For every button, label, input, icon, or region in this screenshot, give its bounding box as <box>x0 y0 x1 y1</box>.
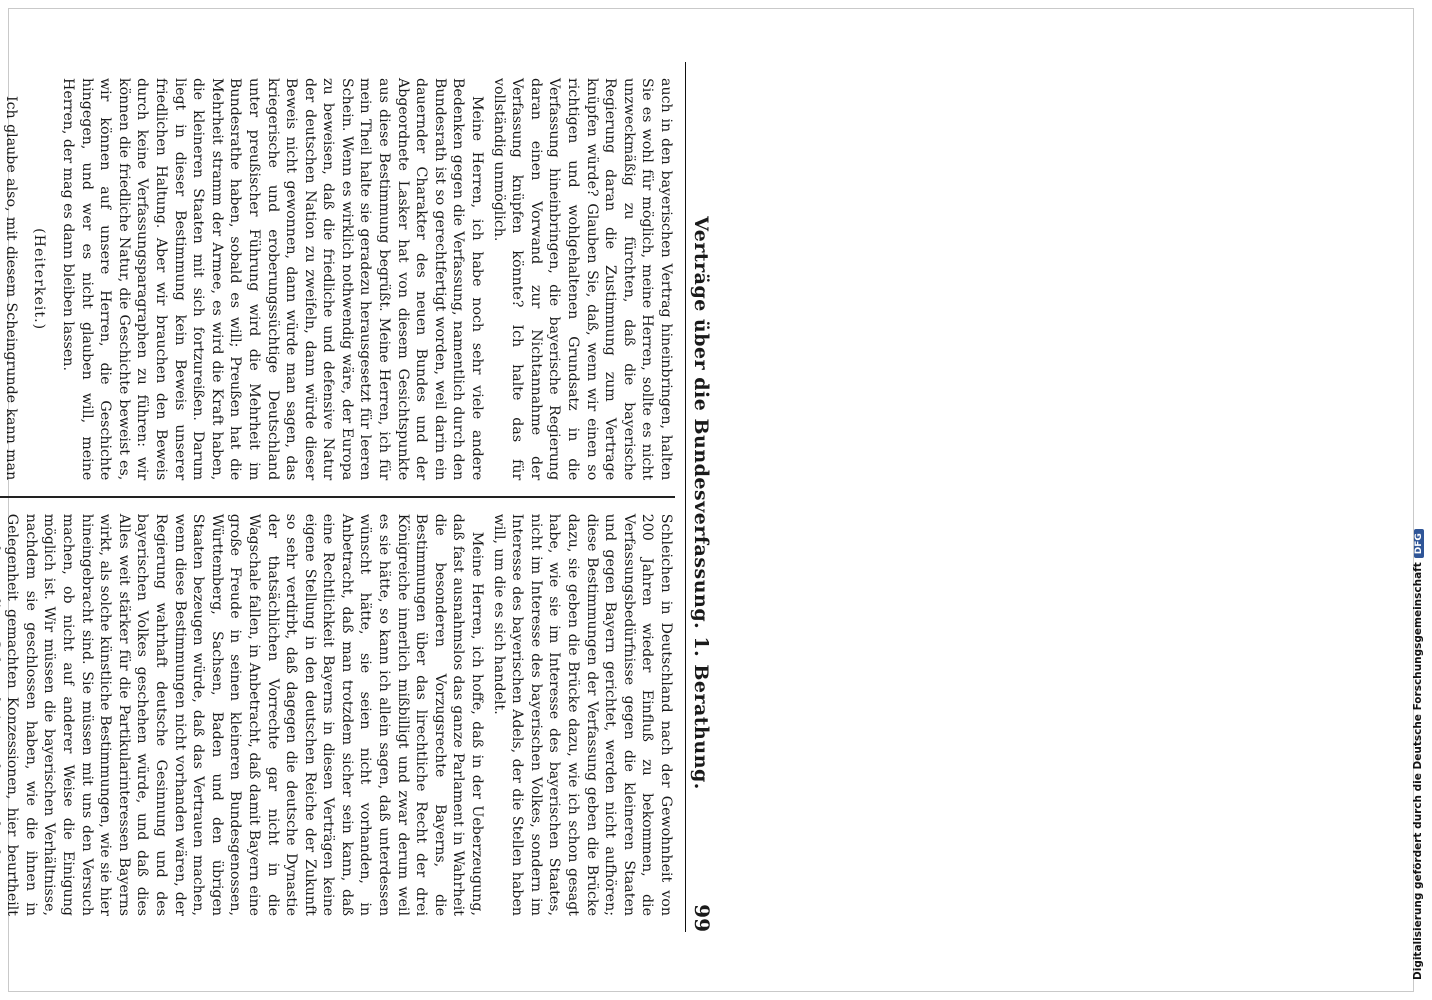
running-head: Verträge über die Bundesverfassung. 1. Berathung. <box>690 216 712 790</box>
dfg-logo: DFG <box>1414 529 1424 558</box>
page-number: 99 <box>690 904 714 932</box>
right-column <box>0 498 675 932</box>
paragraph: Ich glaube also, mit diesem Scheingrunde kann man <box>2 96 19 481</box>
digitization-credit <box>1412 529 1424 980</box>
credit-text: Digitalisierung gefördert durch die Deutsche Forschungsgemeinschaft <box>1412 562 1424 980</box>
paragraph: auch in den bayerischen Vertrag hineinbringen, halten Sie es wohl für möglich, meine Herren, sollte es nicht unzweckmäßig zu fürchten, daß die bayerische Regierung daran die Zustimmung zum Vertrage knüpfen würde? Glauben Sie, daß, wenn wir einen so richtigen und wohlgehaltenen Grundsatz in die Verfassung hineinbringen, die bayerische Regierung daran einen Vorwand zur Nichtannahme der Verfassung knüpfen könnte? Ich halte das für vollständig unmöglich. <box>490 78 674 481</box>
stage-direction: (Heiterkeit.) <box>31 228 48 331</box>
paragraph: Schleichen in Deutschland nach der Gewohnheit von 200 Jahren wieder Einfluß zu bekommen, die Verfassungsbedürfnisse gegen die kleineren Staaten und gegen Bayern gerichtet, werden nicht aufhören; diese Bestimmungen der Verfassung geben die Brücke dazu, sie geben die Brücke dazu, wie ich schon gesagt habe, wie sie im Interesse des bayerischen Staates, nicht im Interesse des bayerischen Volkes, sondern im Interesse des bayerischen Adels, der die Stellen haben will, um die es sich handelt. <box>490 513 674 916</box>
document-page <box>0 0 736 960</box>
paragraph: Meine Herren, ich habe noch sehr viele andere Bedenken gegen die Verfassung, namentlich durch den Bundesrath ist so gerechtfertigt worden, weil darin ein dauernder Charakter des neuen Bundes und der Abgeordnete Lasker hat von diesem Gesichtspunkte aus diese Bestimmung begrüßt. Meine Herren, ich für mein Theil halte sie geradezu herausgesetzt für leeren Schein. Wenn es wirklich nothwendig wäre, der Europa zu beweisen, daß die friedliche und defensive Natur der deutschen Nation zu zweifeln, dann würde dieser Beweis nicht gewonnen, dann würde man sagen, das kriegerische und eroberungssüchtige Deutschland unter preußischer Führung wird die Mehrheit im Bundesrathe haben, sobald es will; Preußen hat die Mehrheit stramm der Armee, es wird die Kraft haben, die kleineren Staaten mit sich fortzureißen. Darum liegt in dieser Bestimmung kein Beweis unserer friedlichen Haltung. Aber wir brauchen den Beweis durch keine Verfassungsparagraphen zu führen: wir können die friedliche Natur, die Geschichte beweist es, wir können auf unsere Herren, die Geschichte hingegen, und wer es nicht glauben will, meine Herren, der mag es dann bleiben lassen. <box>60 78 486 481</box>
text-columns <box>0 62 675 932</box>
page-header <box>685 62 714 932</box>
left-column <box>0 62 675 496</box>
paragraph: Meine Herren, ich hoffe, daß in der Ueberzeugung, daß fast ausnahmslos das ganze Parlament in Wahrheit die besonderen Vorzugsrechte Bayerns, die Bestimmungen über das lirechtliche Recht der drei Königreiche innerlich mißbilligt und zwar derum weil es sie hätte, so kann ich allein sagen, daß unterdessen wünscht hätte, sie seien nicht vorhanden, in Anbetracht, daß man trotzdem sicher sein kann, daß eine Rechtlichkeit Bayerns in diesen Verträgen keine eigene Stellung in den deutschen Reiche der Zukunft so sehr verdirbt, daß dagegen die deutsche Dynastie der thatsächlichen Vorrechte gar nicht in die Wagschale fallen, in Anbetracht, daß damit Bayern eine große Freude in seinen kleineren Bundesgenossen, Württemberg, Sachsen, Baden und den übrigen Staaten bezeugen würde, daß das Vertrauen machen, wenn diese Bestimmungen nicht vorhanden wären, der Regierung wahrhaft deutsche Gesinnung und des bayerischen Volkes geschehen würde, und daß dies Alles weit stärker für die Partikularinteressen Bayerns wirkt, als solche künstliche Bestimmungen, wie sie hier hineingebracht sind. Sie müssen mit uns den Versuch machen, ob nicht auf anderer Weise die Einigung möglich ist. Wir müssen die bayerischen Verhältnisse, nachdem sie geschlossen haben, wie die ihnen in Gelegenheit gemachten Konzessionen, hier beurtheilt <box>4 513 486 916</box>
